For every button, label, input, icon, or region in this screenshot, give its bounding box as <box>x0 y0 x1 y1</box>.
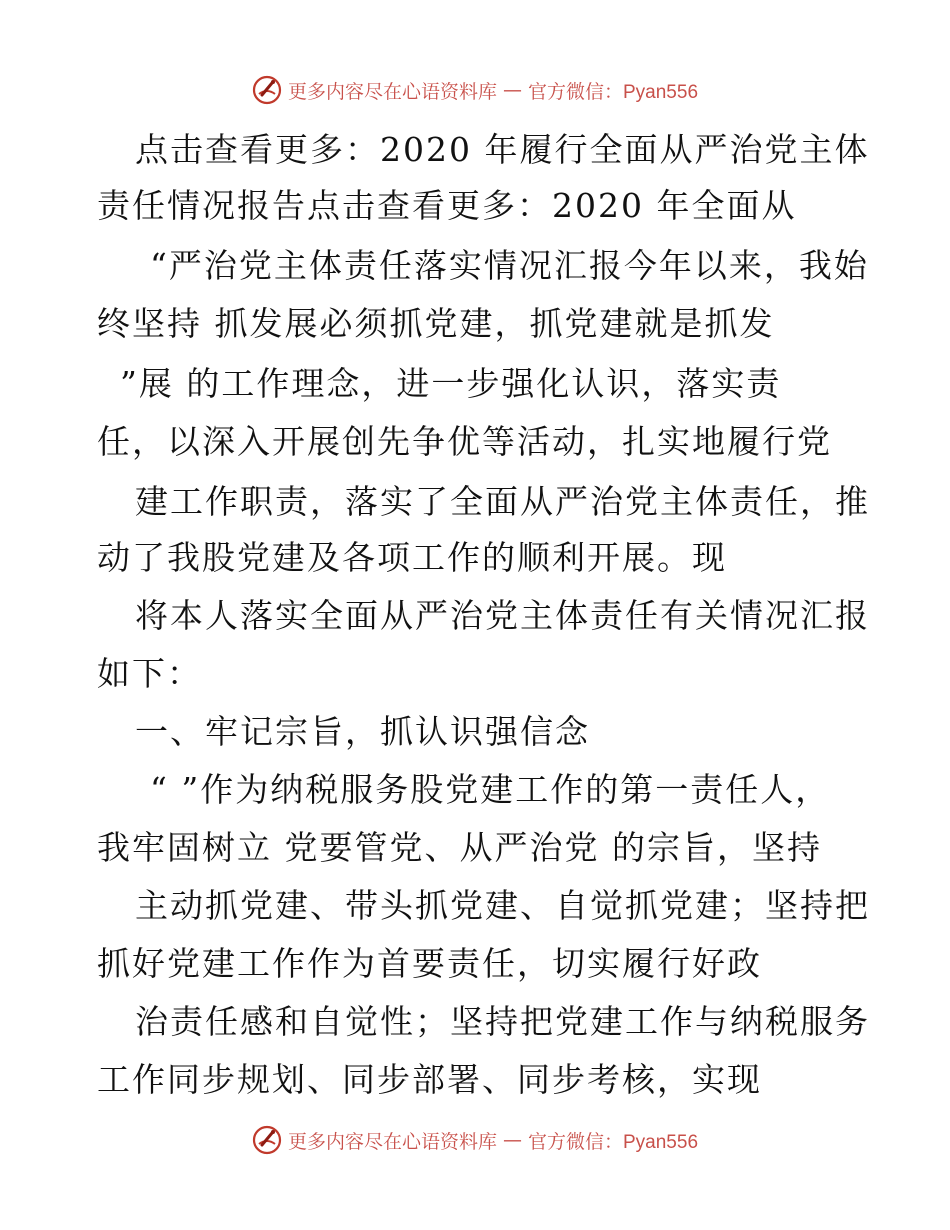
watermark-footer <box>0 1120 950 1160</box>
watermark-wechat: 官方微信：Pyan556 <box>528 1131 699 1153</box>
text-line: 主动抓党建、带头抓党建、自觉抓党建；坚持把 <box>135 886 870 925</box>
text-line: ”展 的工作理念，进一步强化认识，落实责 <box>120 364 782 403</box>
text-line: “ ”作为纳税服务股党建工作的第一责任人， <box>150 770 831 809</box>
watermark-separator: — <box>503 79 522 101</box>
book-pen-logo-icon <box>252 1125 282 1155</box>
text-line: 将本人落实全面从严治党主体责任有关情况汇报 <box>135 596 870 635</box>
text-line: 工作同步规划、同步部署、同步考核，实现 <box>97 1060 762 1099</box>
text-line: 任，以深入开展创先争优等活动，扎实地履行党 <box>97 422 832 461</box>
text-line: 动了我股党建及各项工作的顺利开展。现 <box>97 538 727 577</box>
watermark-text: 更多内容尽在心语资料库 <box>287 1130 497 1153</box>
text-line: 如下： <box>97 654 202 693</box>
text-line: 建工作职责，落实了全面从严治党主体责任，推 <box>135 482 870 521</box>
watermark-wechat: 官方微信：Pyan556 <box>528 81 699 103</box>
text-line: 点击查看更多：2020 年履行全面从严治党主体 <box>135 130 870 169</box>
text-line: “严治党主体责任落实情况汇报今年以来，我始 <box>150 246 869 285</box>
watermark-text: 更多内容尽在心语资料库 <box>287 80 497 103</box>
text-line: 抓好党建工作作为首要责任，切实履行好政 <box>97 944 762 983</box>
text-heading: 一、牢记宗旨，抓认识强信念 <box>135 712 590 751</box>
text-line: 我牢固树立 党要管党、从严治党 的宗旨，坚持 <box>97 828 822 867</box>
watermark-separator: — <box>503 1129 522 1151</box>
book-pen-logo-icon <box>252 75 282 105</box>
text-line: 终坚持 抓发展必须抓党建，抓党建就是抓发 <box>97 304 775 343</box>
text-line: 治责任感和自觉性；坚持把党建工作与纳税服务 <box>135 1002 870 1041</box>
text-line: 责任情况报告点击查看更多：2020 年全面从 <box>97 186 797 225</box>
watermark-header <box>0 70 950 110</box>
